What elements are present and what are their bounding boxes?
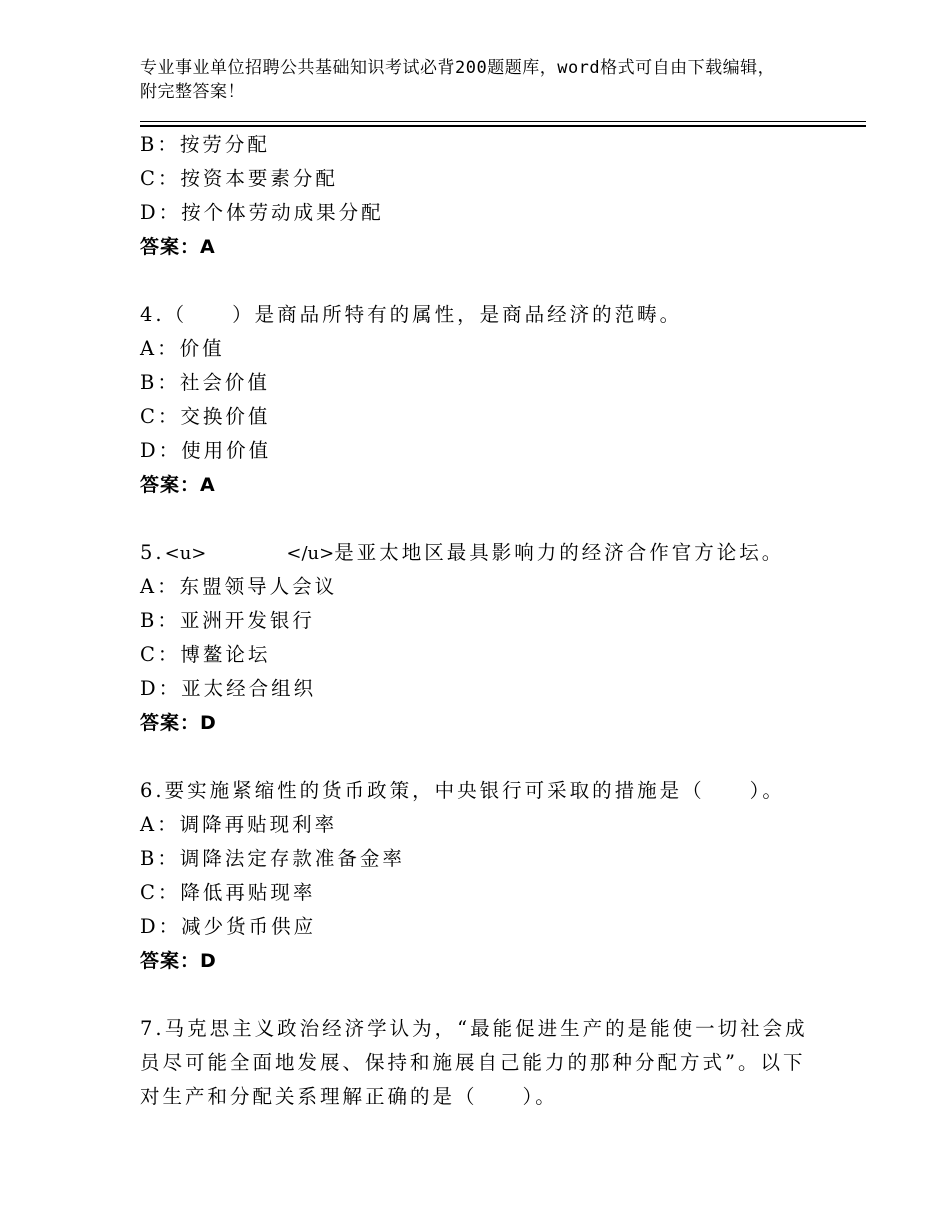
option-a: A：价值: [140, 337, 225, 360]
underline-close-tag: </u>: [286, 543, 335, 564]
document-header: [140, 56, 790, 104]
option-c: C：博鳌论坛: [140, 643, 271, 666]
answer-label: 答案：D: [140, 712, 217, 734]
question-3-tail: [140, 128, 830, 264]
question-stem: 6.要实施紧缩性的货币政策，中央银行可采取的措施是（ ）。: [140, 779, 785, 802]
option-c: C：按资本要素分配: [140, 167, 338, 190]
option-b: B：社会价值: [140, 371, 270, 394]
spacer: [140, 740, 830, 774]
underline-open-tag: <u>: [164, 543, 207, 564]
option-b: B：亚洲开发银行: [140, 609, 315, 632]
header-rule-thick: [140, 125, 866, 127]
option-a: A：东盟领导人会议: [140, 575, 338, 598]
option-a: A：调降再贴现利率: [140, 813, 338, 836]
answer-label: 答案：D: [140, 950, 217, 972]
option-b: B：按劳分配: [140, 133, 270, 156]
answer-label: 答案：A: [140, 236, 216, 258]
option-b: B：调降法定存款准备金率: [140, 847, 405, 870]
question-content: [140, 128, 830, 1114]
option-d: D：使用价值: [140, 439, 272, 462]
question-stem-line: 员尽可能全面地发展、保持和施展自己能力的那种分配方式”。以下: [140, 1051, 806, 1074]
answer-label: 答案：A: [140, 474, 216, 496]
spacer: [140, 978, 830, 1012]
option-d: D：按个体劳动成果分配: [140, 201, 384, 224]
question-stem: [140, 536, 830, 570]
option-d: D：亚太经合组织: [140, 677, 317, 700]
question-4: [140, 298, 830, 502]
option-c: C：降低再贴现率: [140, 881, 316, 904]
question-stem-line: 对生产和分配关系理解正确的是（ ）。: [140, 1085, 558, 1108]
option-c: C：交换价值: [140, 405, 271, 428]
question-6: [140, 774, 830, 978]
spacer: [140, 502, 830, 536]
question-stem-line: 7.马克思主义政治经济学认为，“最能促进生产的是能使一切社会成: [140, 1017, 808, 1040]
question-stem-text: 是亚太地区最具影响力的经济合作官方论坛。: [334, 541, 785, 564]
spacer: [140, 264, 830, 298]
document-title: 专业事业单位招聘公共基础知识考试必背200题题库，word格式可自由下载编辑，附完整答案！: [140, 58, 776, 102]
question-5: [140, 536, 830, 740]
question-number: 5.: [140, 541, 165, 564]
question-stem: 4.（ ）是商品所特有的属性，是商品经济的范畴。: [140, 303, 683, 326]
option-d: D：减少货币供应: [140, 915, 317, 938]
question-7: [140, 1012, 830, 1114]
header-rule-thin: [140, 121, 866, 122]
